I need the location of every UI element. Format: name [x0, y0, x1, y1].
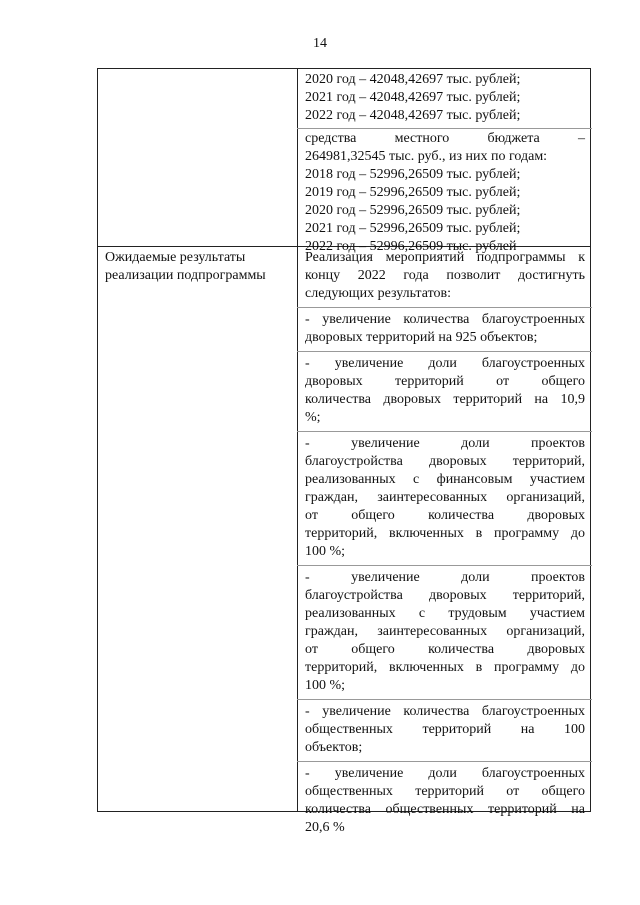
result-line: общественных территорий на 100 [305, 722, 585, 737]
result-line: Реализация мероприятий подпрограммы к [305, 250, 585, 265]
result-line: благоустройства дворовых территорий, [305, 454, 585, 469]
inner-separator [297, 128, 592, 129]
funding-line: 2020 год – 42048,42697 тыс. рублей; [305, 72, 521, 87]
program-table [97, 68, 591, 835]
result-line: следующих результатов: [305, 286, 452, 301]
funding-line: 2018 год – 52996,26509 тыс. рублей; [305, 167, 521, 182]
funding-line: 2019 год – 52996,26509 тыс. рублей; [305, 185, 521, 200]
expected-results-label [105, 249, 291, 285]
result-line: граждан, заинтересованных организаций, [305, 490, 585, 505]
inner-separator [297, 307, 592, 308]
result-item [305, 311, 585, 347]
result-item [305, 569, 585, 695]
result-line: - увеличение доли благоустроенных [305, 356, 585, 371]
result-item [305, 435, 585, 561]
result-line: - увеличение количества благоустроенных [305, 704, 585, 719]
label-line: Ожидаемые результаты [105, 250, 246, 265]
label-line: реализации подпрограммы [105, 268, 266, 283]
result-line: реализованных с финансовым участием [305, 472, 585, 487]
result-item [305, 703, 585, 757]
result-line: 20,6 % [305, 820, 345, 835]
result-line: - увеличение доли проектов [305, 570, 585, 585]
result-line: территорий, включенных в программу до [305, 526, 585, 541]
funding-line: 2021 год – 42048,42697 тыс. рублей; [305, 90, 521, 105]
result-line: дворовых территорий от общего [305, 374, 585, 389]
result-intro [305, 249, 585, 303]
inner-separator [297, 565, 592, 566]
result-item [305, 765, 585, 837]
funding-line: 2022 год – 42048,42697 тыс. рублей; [305, 108, 521, 123]
result-line: благоустройства дворовых территорий, [305, 588, 585, 603]
result-line: реализованных с трудовым участием [305, 606, 585, 621]
result-line: 100 %; [305, 678, 346, 693]
result-line: - увеличение количества благоустроенных [305, 312, 585, 327]
result-line: граждан, заинтересованных организаций, [305, 624, 585, 639]
result-line: - увеличение доли благоустроенных [305, 766, 585, 781]
funding-line: 2021 год – 52996,26509 тыс. рублей; [305, 221, 521, 236]
inner-separator [297, 761, 592, 762]
expected-results-cell [305, 249, 585, 835]
funding-line: 2022 год – 52996,26509 тыс. рублей [305, 239, 517, 254]
result-line: - увеличение доли проектов [305, 436, 585, 451]
result-line: количества общественных территорий на [305, 802, 585, 817]
page-number: 14 [313, 36, 327, 51]
result-line: количества дворовых территорий на 10,9 [305, 392, 585, 407]
funding-cell [305, 71, 585, 256]
result-line: от общего количества дворовых [305, 508, 585, 523]
result-line: общественных территорий от общего [305, 784, 585, 799]
result-line: объектов; [305, 740, 363, 755]
result-line: территорий, включенных в программу до [305, 660, 585, 675]
result-line: %; [305, 410, 321, 425]
inner-separator [297, 431, 592, 432]
inner-separator [297, 699, 592, 700]
funding-line: 264981,32545 тыс. руб., из них по годам: [305, 149, 548, 164]
funding-line: 2020 год – 52996,26509 тыс. рублей; [305, 203, 521, 218]
result-item [305, 355, 585, 427]
funding-line: средства местного бюджета – [305, 131, 585, 146]
result-line: дворовых территорий на 925 объектов; [305, 330, 538, 345]
result-line: от общего количества дворовых [305, 642, 585, 657]
inner-separator [297, 351, 592, 352]
result-line: концу 2022 года позволит достигнуть [305, 268, 585, 283]
result-line: 100 %; [305, 544, 346, 559]
